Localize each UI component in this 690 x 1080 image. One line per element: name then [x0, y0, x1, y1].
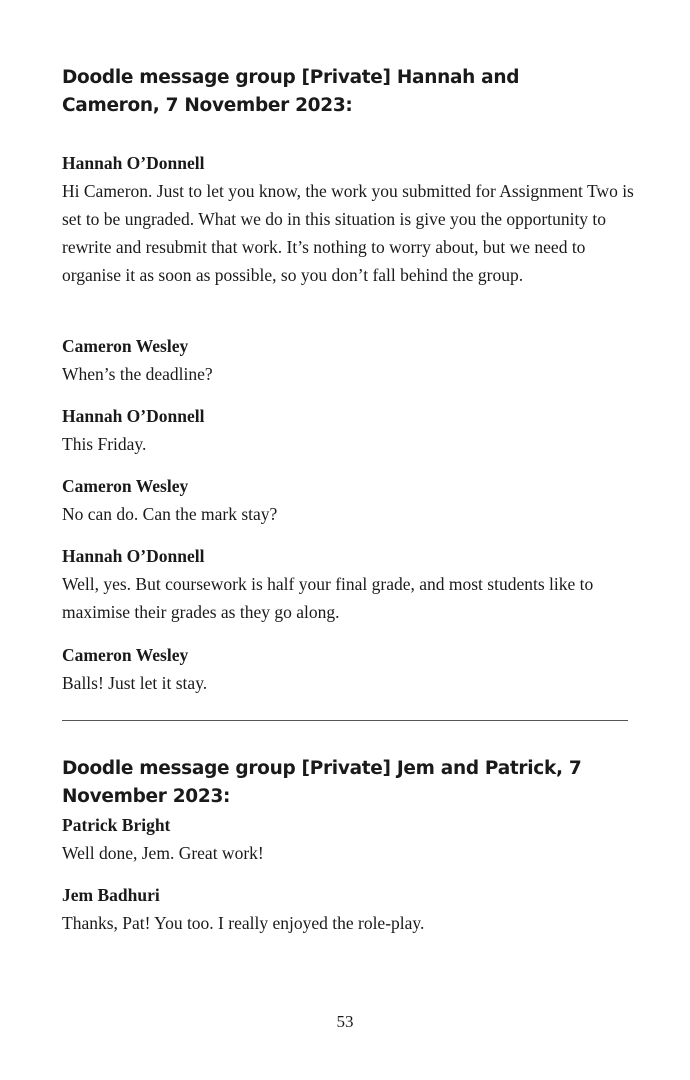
message-text: Well done, Jem. Great work!: [62, 843, 264, 863]
message-sender: Jem Badhuri: [62, 885, 160, 905]
message-sender: Cameron Wesley: [62, 476, 189, 496]
conversation-heading-hannah-cameron: Doodle message group [Private] Hannah and Cameron, 7 November 2023:: [62, 67, 520, 116]
message-text: No can do. Can the mark stay?: [62, 504, 278, 524]
message-block: [62, 881, 637, 937]
conversation-heading-jem-patrick: Doodle message group [Private] Jem and Patrick, 7 November 2023:: [62, 758, 582, 807]
message-text: Balls! Just let it stay.: [62, 673, 208, 693]
message-sender: Hannah O’Donnell: [62, 546, 205, 566]
page-number: 53: [336, 1012, 354, 1031]
message-text: This Friday.: [62, 434, 147, 454]
message-text: Hi Cameron. Just to let you know, the work you submitted for Assignment Two is set to be ungraded. What we do in this situation is give you the opportunity to rewrite and resubmit that work. It’s nothing to worry about, but we need to organise it as soon as possible, so you don’t fall behind the group.: [62, 181, 634, 285]
message-sender: Hannah O’Donnell: [62, 406, 205, 426]
section-divider: [62, 720, 628, 721]
message-block: [62, 149, 637, 289]
message-text: Thanks, Pat! You too. I really enjoyed the role-play.: [62, 913, 425, 933]
message-text: Well, yes. But coursework is half your final grade, and most students like to maximise their grades as they go along.: [62, 574, 594, 622]
message-block: [62, 332, 637, 388]
message-block: [62, 402, 637, 458]
message-block: [62, 641, 637, 697]
message-text: When’s the deadline?: [62, 364, 213, 384]
message-block: [62, 811, 637, 867]
message-sender: Patrick Bright: [62, 815, 171, 835]
message-block: [62, 542, 637, 626]
message-sender: Cameron Wesley: [62, 645, 189, 665]
message-block: [62, 472, 637, 528]
message-sender: Hannah O’Donnell: [62, 153, 205, 173]
message-sender: Cameron Wesley: [62, 336, 189, 356]
